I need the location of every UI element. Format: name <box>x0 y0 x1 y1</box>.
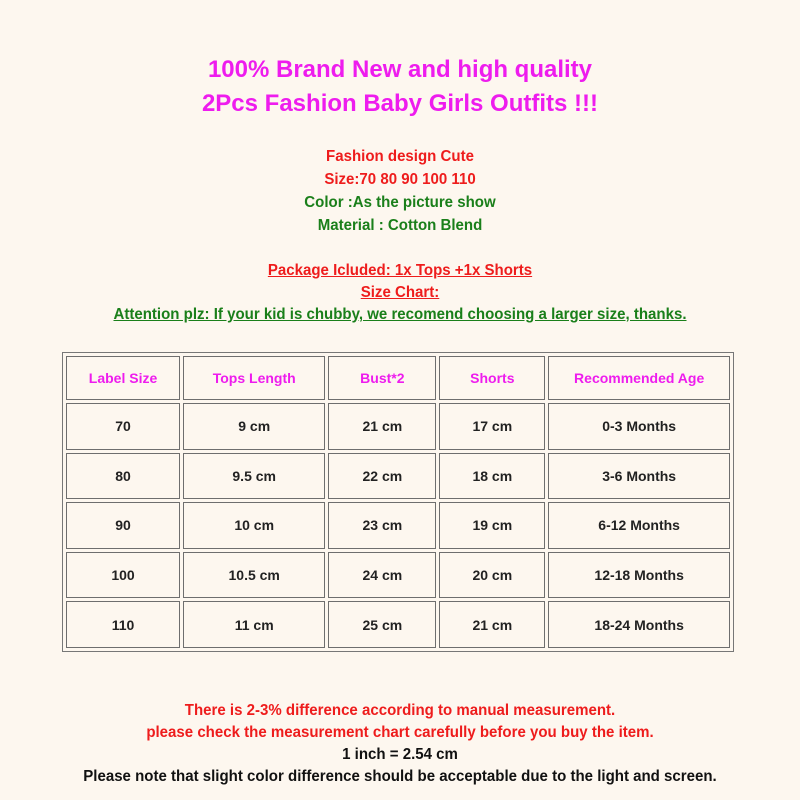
spec-design: Fashion design Cute <box>326 148 474 165</box>
cell-label-size: 90 <box>66 502 180 549</box>
table-row <box>66 453 730 500</box>
cell-shorts: 19 cm <box>439 502 545 549</box>
size-chart-label: Size Chart: <box>360 284 440 301</box>
footer-check-chart-note: please check the measurement chart carefully before you buy the item. <box>146 724 654 741</box>
cell-shorts: 18 cm <box>439 453 545 500</box>
cell-shorts: 17 cm <box>439 403 545 450</box>
header-recommended-age: Recommended Age <box>548 356 730 400</box>
cell-bust: 25 cm <box>328 601 436 648</box>
cell-recommended-age: 0-3 Months <box>548 403 730 450</box>
cell-label-size: 100 <box>66 552 180 599</box>
cell-shorts: 21 cm <box>439 601 545 648</box>
spec-size: Size:70 80 90 100 110 <box>324 171 476 188</box>
cell-label-size: 110 <box>66 601 180 648</box>
cell-bust: 21 cm <box>328 403 436 450</box>
table-header-row <box>66 356 730 400</box>
headline-line2: 2Pcs Fashion Baby Girls Outfits !!! <box>201 90 599 117</box>
cell-recommended-age: 3-6 Months <box>548 453 730 500</box>
cell-recommended-age: 18-24 Months <box>548 601 730 648</box>
cell-bust: 22 cm <box>328 453 436 500</box>
footer-inch-conversion: 1 inch = 2.54 cm <box>342 746 458 763</box>
table-row <box>66 601 730 648</box>
package-note: Package Icluded: 1x Tops +1x Shorts <box>267 262 533 279</box>
header-bust: Bust*2 <box>328 356 436 400</box>
headline-line1: 100% Brand New and high quality <box>207 56 593 83</box>
table-row <box>66 502 730 549</box>
spec-material: Material : Cotton Blend <box>317 217 483 234</box>
footer-color-note: Please note that slight color difference should be acceptable due to the light and screen. <box>83 768 717 785</box>
header-shorts: Shorts <box>439 356 545 400</box>
cell-tops-length: 10.5 cm <box>183 552 325 599</box>
cell-label-size: 80 <box>66 453 180 500</box>
header-tops-length: Tops Length <box>183 356 325 400</box>
cell-bust: 24 cm <box>328 552 436 599</box>
header-label-size: Label Size <box>66 356 180 400</box>
cell-tops-length: 9.5 cm <box>183 453 325 500</box>
cell-bust: 23 cm <box>328 502 436 549</box>
footer-difference-note: There is 2-3% difference according to manual measurement. <box>184 702 616 719</box>
spec-color: Color :As the picture show <box>304 194 496 211</box>
cell-label-size: 70 <box>66 403 180 450</box>
cell-tops-length: 9 cm <box>183 403 325 450</box>
cell-shorts: 20 cm <box>439 552 545 599</box>
cell-tops-length: 11 cm <box>183 601 325 648</box>
size-chart-table <box>62 352 734 652</box>
attention-note: Attention plz: If your kid is chubby, we recomend choosing a larger size, thanks. <box>113 306 687 323</box>
cell-recommended-age: 6-12 Months <box>548 502 730 549</box>
table-row <box>66 552 730 599</box>
cell-recommended-age: 12-18 Months <box>548 552 730 599</box>
table-row <box>66 403 730 450</box>
cell-tops-length: 10 cm <box>183 502 325 549</box>
